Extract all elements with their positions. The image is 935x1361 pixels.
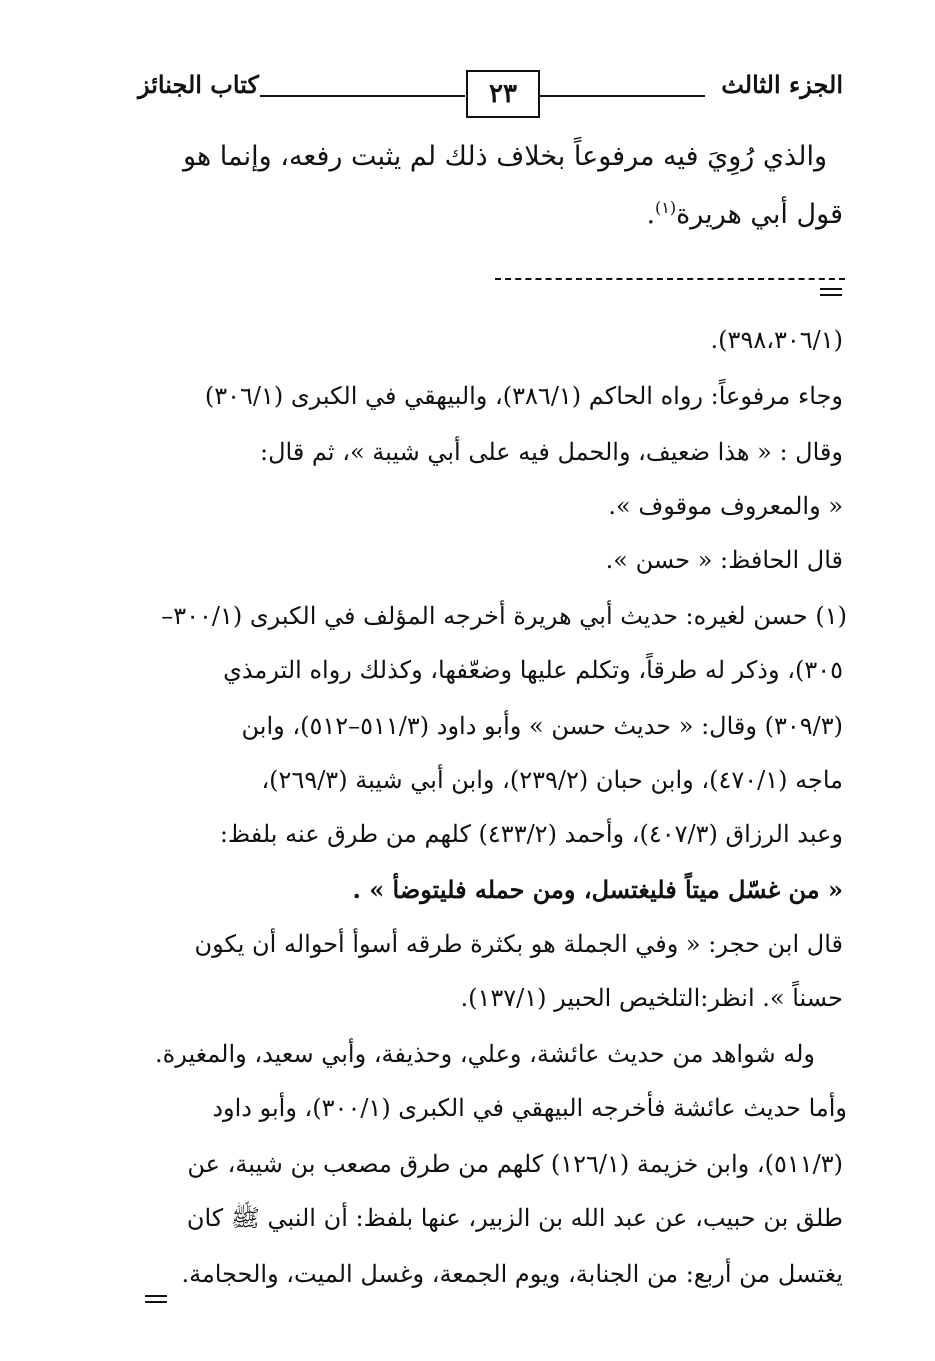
footnote-line: (٣٠٩/٣) وقال: « حديث حسن » وأبو داود (٥١١/٣–٥١٢)، وابن	[241, 712, 843, 740]
footnote-line: (٣٩٨،٣٠٦/١).	[710, 326, 843, 354]
main-text-line: والذي رُوِيَ فيه مرفوعاً بخلاف ذلك لم يثبت رفعه، وإنما هو	[183, 141, 827, 172]
header-rule	[540, 95, 705, 97]
footnote-separator	[495, 278, 845, 280]
main-text-fragment: قول أبي هريرة	[676, 199, 843, 230]
continuation-mark	[820, 288, 842, 300]
footnote-line: وعبد الرزاق (٤٠٧/٣)، وأحمد (٤٣٣/٢) كلهم من طرق عنه بلفظ:	[219, 820, 843, 848]
main-text-line	[646, 198, 843, 232]
footnote-line: وجاء مرفوعاً: رواه الحاكم (٣٨٦/١)، والبيهقي في الكبرى (٣٠٦/١)	[204, 382, 843, 410]
footnote-line: (٥١١/٣)، وابن خزيمة (١٢٦/١) كلهم من طرق مصعب بن شيبة، عن	[187, 1150, 843, 1178]
main-text-fragment: .	[646, 199, 656, 230]
footnote-line: قال ابن حجر: « وفي الجملة هو بكثرة طرقه أسوأ أحواله أن يكون	[194, 930, 843, 958]
header-rule	[260, 95, 465, 97]
footnote-line: ٣٠٥)، وذكر له طرقاً، وتكلم عليها وضعّفها، وكذلك رواه الترمذي	[223, 656, 843, 684]
running-header-book: كتاب الجنائز	[138, 70, 259, 99]
running-header-volume: الجزء الثالث	[721, 70, 843, 99]
footnote-line: (١) حسن لغيره: حديث أبي هريرة أخرجه المؤلف في الكبرى (٣٠٠/١–	[161, 602, 847, 630]
footnote-reference: (١)	[655, 198, 677, 217]
footnote-line: يغتسل من أربع: من الجنابة، ويوم الجمعة، وغسل الميت، والحجامة.	[181, 1260, 843, 1288]
footnote-line: « والمعروف موقوف ».	[608, 492, 843, 520]
continuation-mark	[145, 1295, 167, 1307]
footnote-line: وله شواهد من حديث عائشة، وعلي، وحذيفة، وأبي سعيد، والمغيرة.	[155, 1040, 815, 1068]
footnote-line: قال الحافظ: « حسن ».	[605, 546, 843, 574]
page-number: ٢٣	[466, 70, 540, 118]
footnote-line: وقال : « هذا ضعيف، والحمل فيه على أبي شيبة »، ثم قال:	[259, 438, 843, 466]
footnote-line: طلق بن حبيب، عن عبد الله بن الزبير، عنها بلفظ: أن النبي ﷺ كان	[186, 1204, 843, 1232]
footnote-line: وأما حديث عائشة فأخرجه البيهقي في الكبرى (٣٠٠/١)، وأبو داود	[212, 1094, 847, 1122]
footnote-quote-line: « من غسّل ميتاً فليغتسل، ومن حمله فليتوضأ » .	[352, 875, 843, 904]
footnote-line: حسناً ». انظر:التلخيص الحبير (١٣٧/١).	[460, 984, 843, 1012]
footnote-line: ماجه (٤٧٠/١)، وابن حبان (٢٣٩/٢)، وابن أبي شيبة (٢٦٩/٣)،	[261, 766, 843, 794]
